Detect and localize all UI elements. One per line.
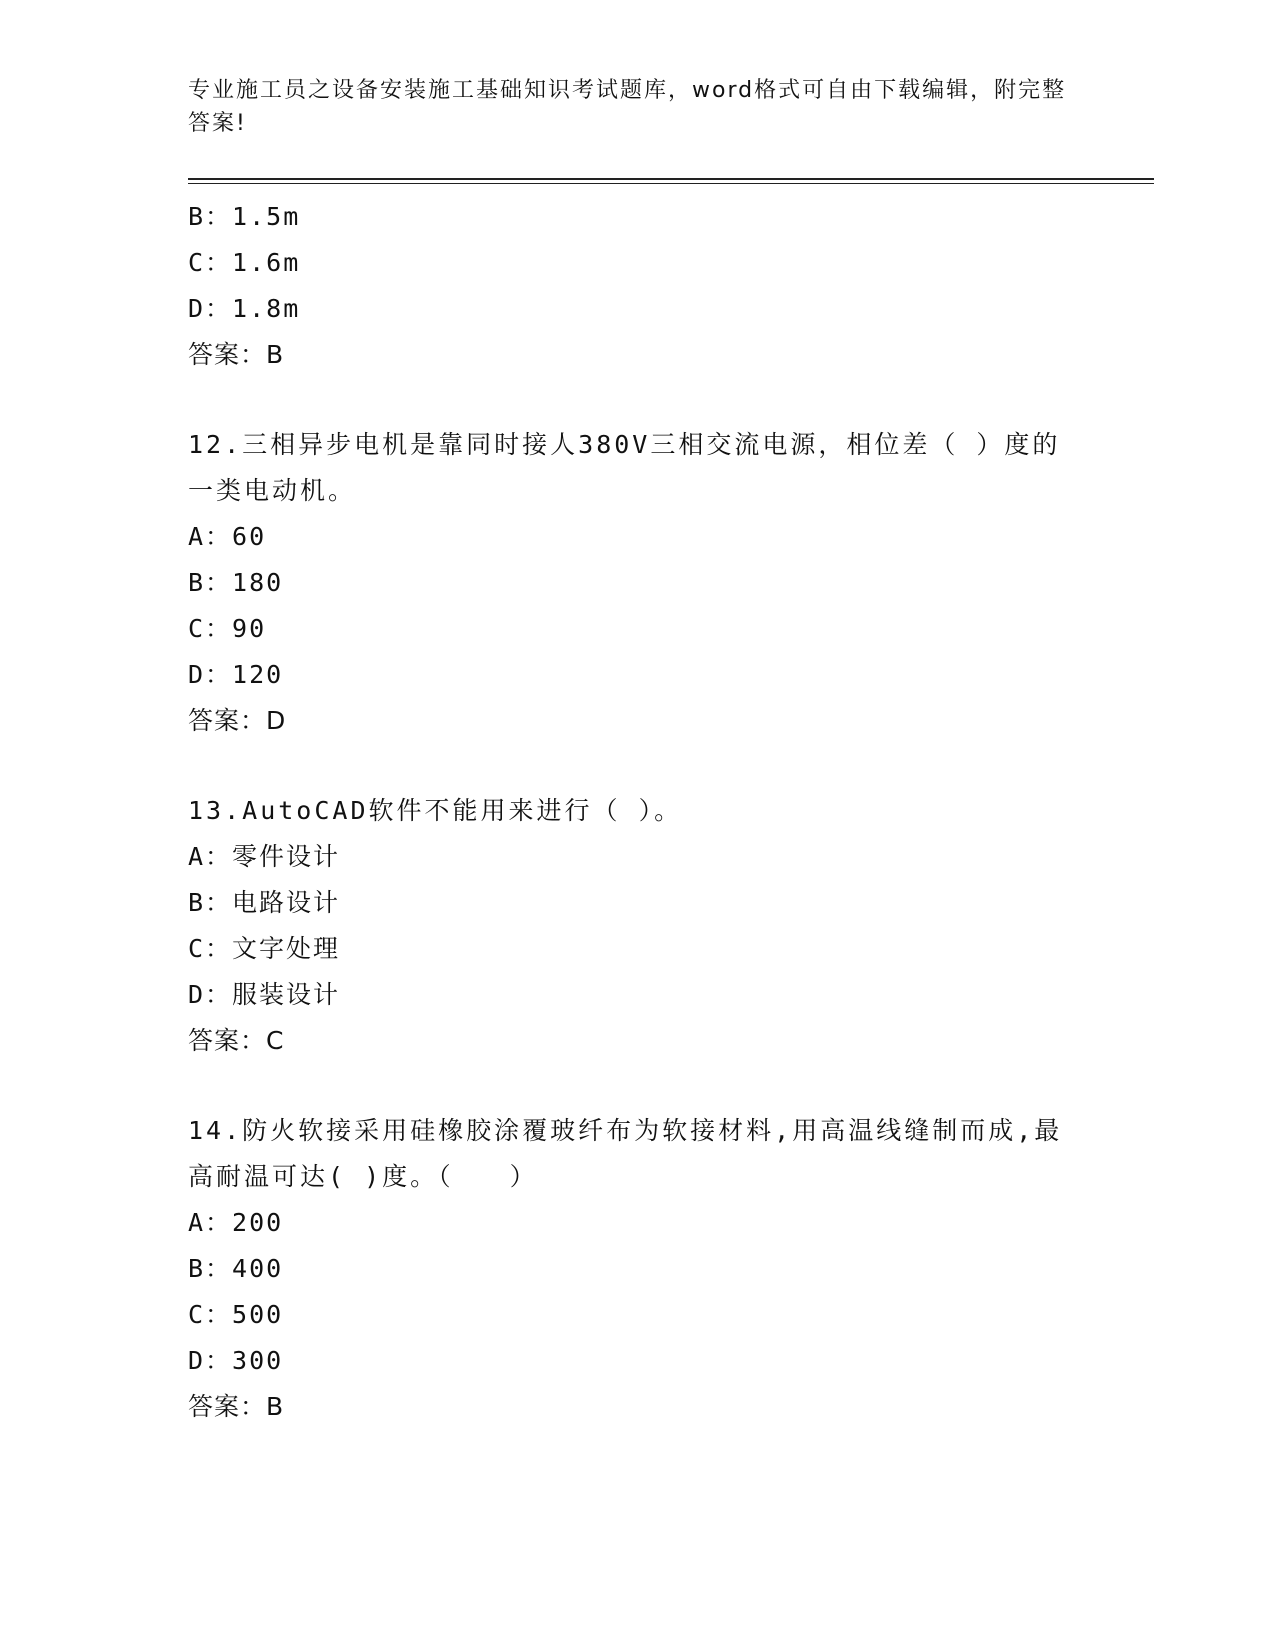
spacer	[188, 378, 1088, 422]
option-c: C：90	[188, 614, 267, 643]
option-d: D：120	[188, 660, 284, 689]
question-12	[188, 422, 1088, 744]
option-b: B：电路设计	[188, 888, 341, 917]
answer: 答案：B	[188, 1392, 285, 1421]
option-d: D：服装设计	[188, 980, 341, 1009]
option-c: C：文字处理	[188, 934, 341, 963]
answer: 答案：B	[188, 340, 285, 369]
spacer	[188, 1064, 1088, 1108]
question-11-continued	[188, 194, 1088, 378]
option-a: A：200	[188, 1208, 284, 1237]
question-14	[188, 1108, 1088, 1430]
question-13	[188, 788, 1088, 1064]
question-text: 14.防火软接采用硅橡胶涂覆玻纤布为软接材料,用高温线缝制而成,最高耐温可达( )度。（ ）	[188, 1116, 1063, 1191]
document-title: 专业施工员之设备安装施工基础知识考试题库，word格式可自由下载编辑，附完整答案!	[188, 78, 1067, 136]
question-text: 13.AutoCAD软件不能用来进行（ ）。	[188, 796, 683, 825]
option-b: B：1.5m	[188, 202, 301, 231]
option-a: A：60	[188, 522, 267, 551]
option-c: C：1.6m	[188, 248, 301, 277]
option-c: C：500	[188, 1300, 284, 1329]
option-d: D：1.8m	[188, 294, 301, 323]
option-b: B：400	[188, 1254, 284, 1283]
document-header	[188, 74, 1068, 140]
header-rule-thin	[188, 183, 1154, 184]
answer: 答案：D	[188, 706, 287, 735]
question-text: 12.三相异步电机是靠同时接人380V三相交流电源，相位差（ ）度的一类电动机。	[188, 430, 1061, 505]
spacer	[188, 744, 1088, 788]
question-list	[188, 194, 1088, 1430]
option-b: B：180	[188, 568, 284, 597]
answer: 答案：C	[188, 1026, 285, 1055]
option-d: D：300	[188, 1346, 284, 1375]
header-rule-thick	[188, 178, 1154, 180]
option-a: A：零件设计	[188, 842, 341, 871]
